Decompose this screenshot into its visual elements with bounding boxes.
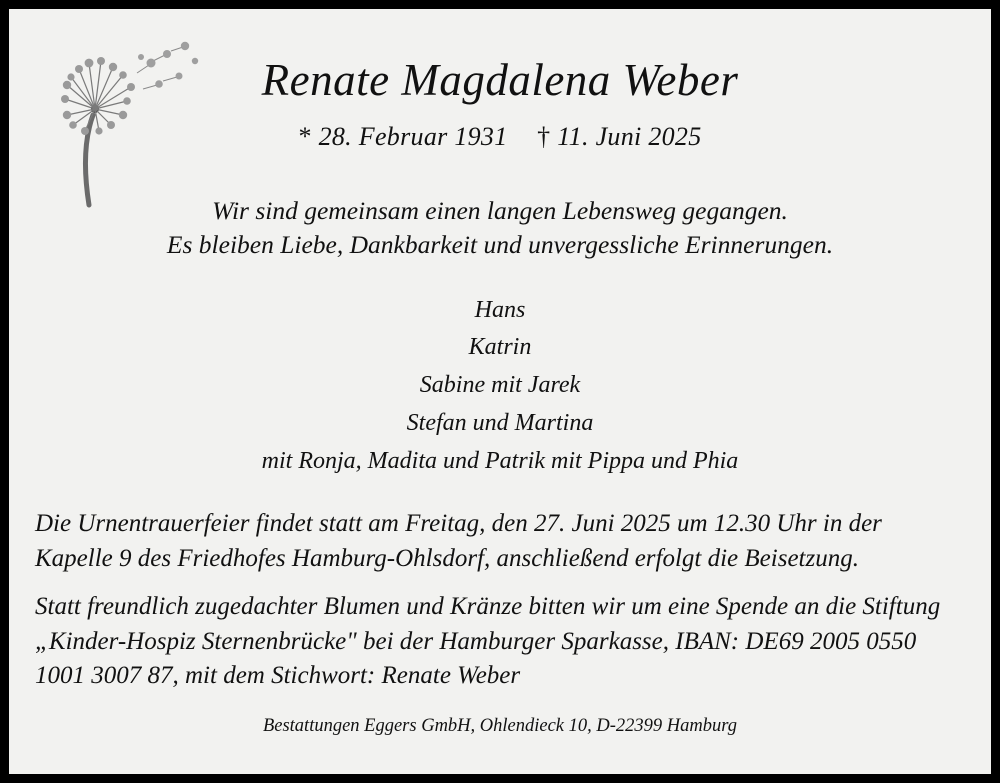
verse-line-1: Wir sind gemeinsam einen langen Lebensweg gegangen. bbox=[212, 196, 788, 226]
birth-symbol: * bbox=[298, 122, 312, 152]
mourners-list bbox=[35, 292, 965, 482]
birth-date: 28. Februar 1931 bbox=[318, 122, 508, 152]
memorial-verse bbox=[35, 194, 965, 261]
obituary-inner bbox=[9, 9, 991, 774]
life-dates bbox=[35, 122, 965, 152]
donation-request: Statt freundlich zugedachter Blumen und Kränze bitten wir um eine Spende an die Stiftung „Kinder-Hospiz Sternenbrücke" bei der Hamburger Sparkasse, IBAN: DE69 2005 0550 1001 3007 87, mit dem Stichwort: Renate Weber bbox=[35, 593, 941, 690]
death-date: 11. Juni 2025 bbox=[557, 122, 702, 152]
mourner-line: Katrin bbox=[468, 334, 532, 361]
deceased-name: Renate Magdalena Weber bbox=[261, 55, 739, 105]
ceremony-details: Die Urnentrauerfeier findet statt am Freitag, den 27. Juni 2025 um 12.30 Uhr in der Kapelle 9 des Friedhofes Hamburg-Ohlsdorf, anschließend erfolgt die Beisetzung. bbox=[35, 510, 882, 572]
death-symbol: † bbox=[537, 122, 551, 152]
funeral-home: Bestattungen Eggers GmbH, Ohlendieck 10, D-22399 Hamburg bbox=[262, 715, 738, 736]
mourner-line: Sabine mit Jarek bbox=[419, 372, 581, 399]
mourner-line: Hans bbox=[474, 296, 526, 323]
service-info bbox=[35, 507, 965, 694]
verse-line-2: Es bleiben Liebe, Dankbarkeit und unvergessliche Erinnerungen. bbox=[166, 229, 834, 259]
mourner-line: mit Ronja, Madita und Patrik mit Pippa und Phia bbox=[261, 448, 739, 475]
mourner-line: Stefan und Martina bbox=[406, 410, 594, 437]
